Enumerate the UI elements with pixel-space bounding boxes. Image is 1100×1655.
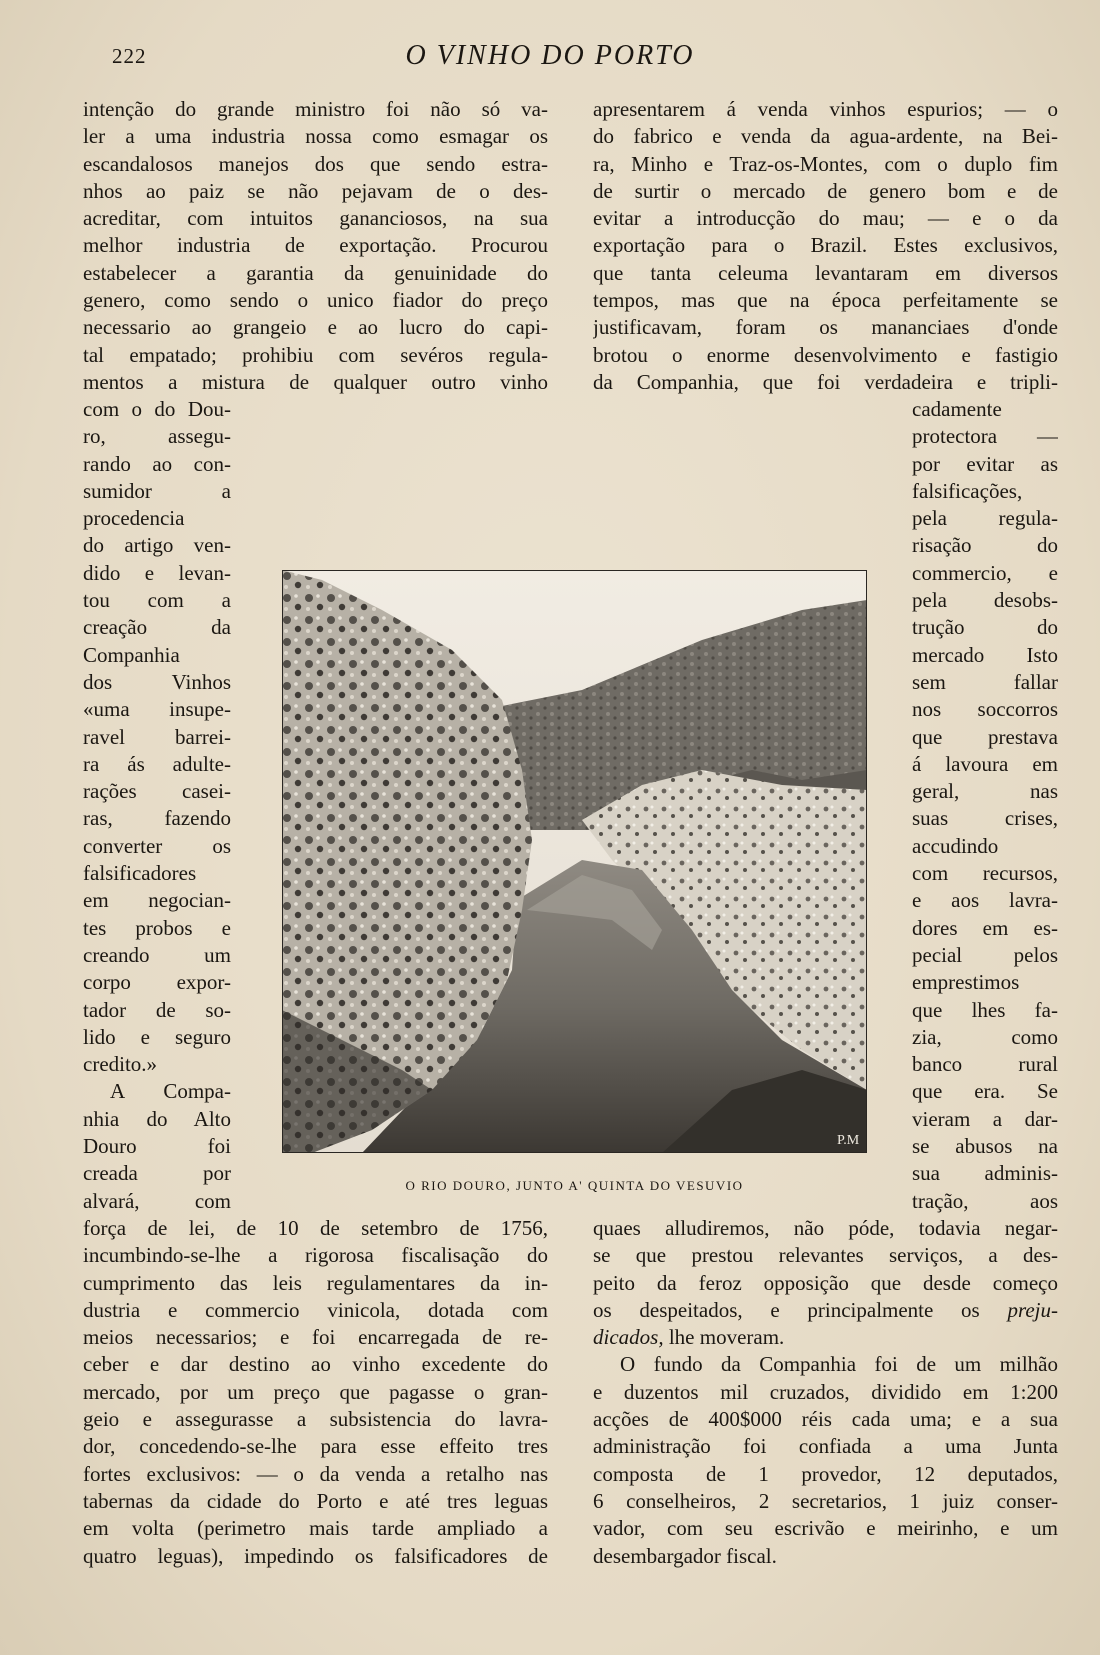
text-line: pela desobs- xyxy=(912,588,1058,613)
left-column-bottom xyxy=(83,1215,548,1570)
right-column-top xyxy=(593,96,1058,396)
text-line: ra, Minho e Traz-os-Montes, com o duplo fim xyxy=(593,151,1058,176)
text-line: ravel barrei- xyxy=(83,724,231,749)
text-line: dustria e commercio vinicola, dotada com xyxy=(83,1297,548,1322)
left-column-top xyxy=(83,96,548,396)
text-line: nhia do Alto xyxy=(83,1106,231,1131)
text-line: dido e levan- xyxy=(83,560,231,585)
text-line: tou com a xyxy=(83,588,231,613)
text-line: que lhes fa- xyxy=(912,997,1058,1022)
text-line: falsificações, xyxy=(912,478,1023,503)
text-line: do artigo ven- xyxy=(83,533,231,558)
photo-monogram: P.M xyxy=(837,1133,860,1148)
text-line: A Compa- xyxy=(110,1079,231,1104)
text-line: creada por xyxy=(83,1161,231,1186)
right-column-narrow xyxy=(912,396,1058,1215)
text-line: meios necessarios; e foi encarregada de re- xyxy=(83,1325,548,1350)
text-line: força de lei, de 10 de setembro de 1756, xyxy=(83,1216,548,1240)
text-line: suas crises, xyxy=(912,806,1058,831)
text-line: mercado, por um preço que pagasse o gran- xyxy=(83,1379,548,1404)
text-line: em negocian- xyxy=(83,888,231,913)
text-line: sem fallar xyxy=(912,669,1058,694)
text-line: ceber e dar destino ao vinho excedente do xyxy=(83,1352,548,1377)
text-line: ras, fazendo xyxy=(83,806,231,831)
text-line: vador, com seu escrivão e meirinho, e um xyxy=(593,1516,1058,1541)
text-line: commercio, e xyxy=(912,560,1058,585)
text-line: creação da xyxy=(83,615,231,640)
paragraph-fund xyxy=(593,1351,1058,1569)
text-line: ro, assegu- xyxy=(83,424,231,449)
text-line: Douro foi xyxy=(83,1134,231,1159)
text-line: ra ás adulte- xyxy=(83,751,231,776)
text-line xyxy=(593,1324,1058,1351)
text-line: e aos lavra- xyxy=(912,888,1058,913)
text-line: nos soccorros xyxy=(912,697,1058,722)
text-line: mercado Isto xyxy=(912,642,1058,667)
text-line: tempos, mas que na época perfeitamente se xyxy=(593,288,1058,313)
text-line: sua adminis- xyxy=(912,1161,1058,1186)
photo-illustration xyxy=(282,570,867,1153)
text-line: á lavoura em xyxy=(912,751,1058,776)
text-line: da Companhia, que foi verdadeira e tripli- xyxy=(593,369,1058,394)
text-line: e duzentos mil cruzados, dividido em 1:200 xyxy=(593,1379,1058,1404)
text-line: sumidor a xyxy=(83,478,231,503)
text-line: exportação para o Brazil. Estes exclusivos, xyxy=(593,233,1058,258)
text-line: genero, como sendo o unico fiador do preço xyxy=(83,288,548,313)
text-line: por evitar as xyxy=(912,451,1058,476)
text-line: rando ao con- xyxy=(83,451,231,476)
text-line: risação do xyxy=(912,533,1058,558)
text-line: em volta (perimetro mais tarde ampliado a xyxy=(83,1516,548,1541)
text-fragment: lhe moveram. xyxy=(663,1325,785,1350)
text-line: pela regula- xyxy=(912,506,1058,531)
text-line: ler a uma industria nossa como esmagar os xyxy=(83,124,548,149)
text-line: tal empatado; prohibiu com sevéros regula- xyxy=(83,342,548,367)
text-line: accudindo xyxy=(912,833,999,858)
text-line: composta de 1 provedor, 12 deputados, xyxy=(593,1461,1058,1486)
text-line: com recursos, xyxy=(912,861,1058,886)
text-line: fortes exclusivos: — o da venda a retalho nas xyxy=(83,1461,548,1486)
text-line: escandalosos manejos dos que sendo estra- xyxy=(83,151,548,176)
text-line: lido e seguro xyxy=(83,1024,231,1049)
page-number: 222 xyxy=(112,44,147,68)
text-line: 6 conselheiros, 2 secretarios, 1 juiz conser- xyxy=(593,1488,1058,1513)
text-line: rações casei- xyxy=(83,779,231,804)
text-line xyxy=(593,1297,1058,1324)
text-line: incumbindo-se-lhe a rigorosa fiscalisação do xyxy=(83,1243,548,1268)
text-line: tes probos e xyxy=(83,915,231,940)
douro-river-photograph xyxy=(282,570,867,1153)
text-line: protectora — xyxy=(912,424,1058,449)
text-line: alvará, com xyxy=(83,1188,231,1213)
text-line: necessario ao grangeio e ao lucro do capi- xyxy=(83,315,548,340)
text-line: zia, como xyxy=(912,1024,1058,1049)
text-line: dor, concedendo-se-lhe para esse effeito tres xyxy=(83,1434,548,1459)
text-line: tração, aos xyxy=(912,1188,1058,1213)
text-line: que prestava xyxy=(912,724,1058,749)
text-line: se abusos na xyxy=(912,1134,1058,1159)
text-line: desembargador fiscal. xyxy=(593,1543,777,1568)
italic-fragment: dicados, xyxy=(593,1325,664,1350)
text-line: emprestimos xyxy=(912,970,1020,995)
text-line: de surtir o mercado de genero bom e de xyxy=(593,178,1058,203)
text-line: estabelecer a garantia da genuinidade do xyxy=(83,260,548,285)
text-line: banco rural xyxy=(912,1052,1058,1077)
text-line: trução do xyxy=(912,615,1058,640)
text-line: dores em es- xyxy=(912,915,1058,940)
text-line: creando um xyxy=(83,942,231,967)
text-line: corpo expor- xyxy=(83,970,231,995)
italic-fragment: preju- xyxy=(1007,1297,1058,1322)
text-line: nhos ao paiz se não pejavam de o des- xyxy=(83,178,548,203)
text-line: com o do Dou- xyxy=(83,397,231,421)
text-line: «uma insupe- xyxy=(83,697,231,722)
left-column-narrow xyxy=(83,396,231,1215)
text-line: O fundo da Companhia foi de um milhão xyxy=(620,1352,1058,1377)
figure-caption: O RIO DOURO, JUNTO A' QUINTA DO VESUVIO xyxy=(405,1178,744,1193)
text-line: brotou o enorme desenvolvimento e fastigio xyxy=(593,342,1058,367)
text-line: geio e assegurasse a subsistencia do lavra- xyxy=(83,1407,548,1432)
text-line: Companhia xyxy=(83,642,180,667)
text-line: intenção do grande ministro foi não só va- xyxy=(83,97,548,121)
running-title: O VINHO DO PORTO xyxy=(405,40,695,71)
text-line: cumprimento das leis regulamentares da in- xyxy=(83,1270,548,1295)
text-line: do fabrico e venda da agua-ardente, na Bei- xyxy=(593,124,1058,149)
text-line: falsificadores xyxy=(83,861,197,886)
text-line: que tanta celeuma levantaram em diversos xyxy=(593,260,1058,285)
text-line: tador de so- xyxy=(83,997,231,1022)
text-line: pecial pelos xyxy=(912,942,1058,967)
text-line: administração foi confiada a uma Junta xyxy=(593,1434,1058,1459)
text-line: cadamente xyxy=(912,397,1002,421)
text-line: quatro leguas), impedindo os falsificadores de xyxy=(83,1543,548,1568)
text-line: procedencia xyxy=(83,506,185,531)
text-fragment: os despeitados, e principalmente os xyxy=(593,1297,1008,1322)
text-line: tabernas da cidade do Porto e até tres leguas xyxy=(83,1488,548,1513)
text-line: peito da feroz opposição que desde começo xyxy=(593,1270,1058,1295)
text-line: apresentarem á venda vinhos espurios; — o xyxy=(593,97,1058,121)
text-line: vieram a dar- xyxy=(912,1106,1058,1131)
text-line: se que prestou relevantes serviços, a des- xyxy=(593,1243,1058,1268)
text-line: quaes alludiremos, não póde, todavia negar- xyxy=(593,1216,1058,1240)
text-line: acções de 400$000 réis cada uma; e a sua xyxy=(593,1407,1058,1432)
text-line: justificavam, foram os mananciaes d'onde xyxy=(593,315,1058,340)
text-line: melhor industria de exportação. Procurou xyxy=(83,233,548,258)
text-line: que era. Se xyxy=(912,1079,1058,1104)
text-line: acreditar, com intuitos gananciosos, na sua xyxy=(83,206,548,231)
text-line: geral, nas xyxy=(912,779,1058,804)
text-line: mentos a mistura de qualquer outro vinho xyxy=(83,369,548,394)
text-line: dos Vinhos xyxy=(83,669,231,694)
right-column-bottom xyxy=(593,1215,1058,1570)
text-line: converter os xyxy=(83,833,231,858)
text-line: credito.» xyxy=(83,1052,158,1077)
text-line: evitar a introducção do mau; — e o da xyxy=(593,206,1058,231)
